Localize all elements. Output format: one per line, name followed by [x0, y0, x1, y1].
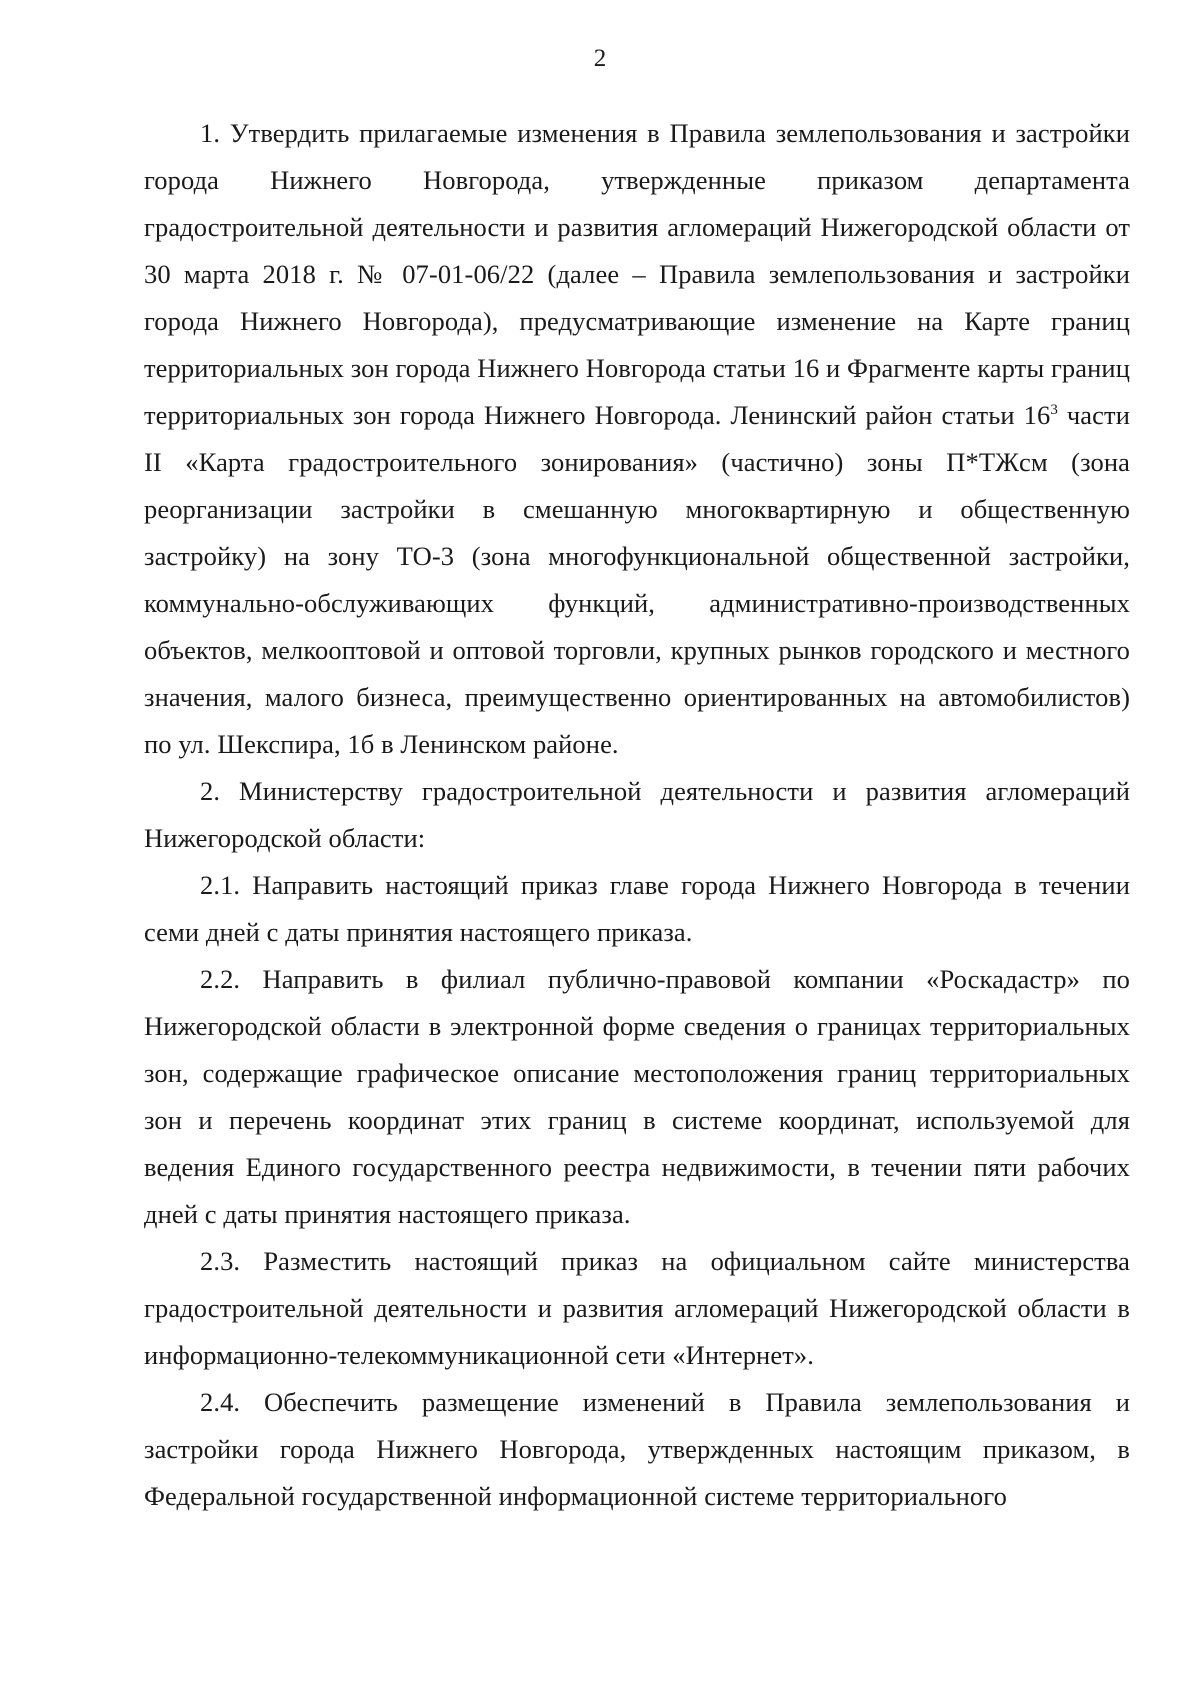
paragraph-1-text-b: части II «Карта градостроительного зонирования» (частично) зоны П*ТЖсм (зона реорганизации застройки в смешанную многоквартирную и общественную застройку) на зону ТО-3 (зона многофункциональной общественной застройки, коммунально-обслуживающих функций, административно-производственных объектов, мелкооптовой и оптовой торговли, крупных рынков городского и местного значения, малого бизнеса, преимущественно ориентированных на автомобилистов) по ул. Шекспира, 1б в Ленинском районе.	[144, 400, 1130, 759]
paragraph-2-2: 2.2. Направить в филиал публично-правовой компании «Роскадастр» по Нижегородской области в электронной форме сведения о границах территориальных зон, содержащие графическое описание местоположения границ территориальных зон и перечень координат этих границ в системе координат, используемой для ведения Единого государственного реестра недвижимости, в течении пяти рабочих дней с даты принятия настоящего приказа.	[144, 964, 1130, 1229]
paragraph-2-1: 2.1. Направить настоящий приказ главе города Нижнего Новгорода в течении семи дней с даты принятия настоящего приказа.	[144, 870, 1130, 947]
paragraph-2-4: 2.4. Обеспечить размещение изменений в Правила землепользования и застройки города Нижнего Новгорода, утвержденных настоящим приказом, в Федеральной государственной информационной системе территориального	[144, 1387, 1130, 1511]
paragraph-2-3: 2.3. Разместить настоящий приказ на официальном сайте министерства градостроительной деятельности и развития агломераций Нижегородской области в информационно-телекоммуникационной сети «Интернет».	[144, 1246, 1130, 1370]
paragraph-1	[144, 110, 1130, 768]
page-number: 2	[593, 45, 607, 72]
paragraph-1-superscript: 3	[1050, 402, 1058, 419]
paragraph-2: 2. Министерству градостроительной деятельности и развития агломераций Нижегородской области:	[144, 776, 1130, 853]
document-body	[144, 110, 1130, 1520]
paragraph-1-text-a: 1. Утвердить прилагаемые изменения в Правила землепользования и застройки города Нижнего Новгорода, утвержденные приказом департамента градостроительной деятельности и развития агломераций Нижегородской области от 30 марта 2018 г. № 07-01-06/22 (далее – Правила землепользования и застройки города Нижнего Новгорода), предусматривающие изменение на Карте границ территориальных зон города Нижнего Новгорода статьи 16 и Фрагменте карты границ территориальных зон города Нижнего Новгорода. Ленинский район статьи 16	[144, 118, 1130, 430]
